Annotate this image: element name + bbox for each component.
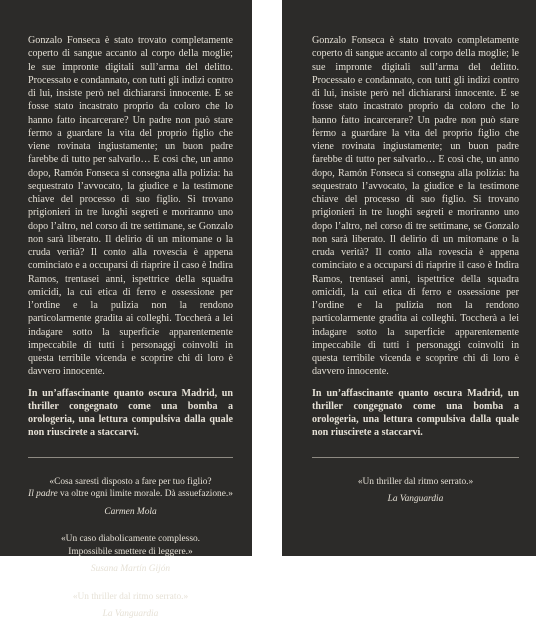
review-quote: [28, 476, 233, 519]
review-quote: [312, 476, 519, 506]
quote-line: «Un thriller dal ritmo serrato.»: [357, 476, 474, 487]
quote-author: Carmen Mola: [104, 506, 157, 517]
quote-text: [312, 476, 519, 489]
quote-line: Impossibile smettere di leggere.»: [68, 546, 193, 557]
quote-author: La Vanguardia: [387, 494, 444, 504]
right-cover-flap: [282, 0, 536, 556]
tagline-text: In un’affascinante quanto oscura Madrid, un thriller congegnato come una bomba a orologeria, una lettura compulsiva dalla quale non riuscirete a staccarvi.: [312, 387, 519, 439]
quote-author: Susana Martín Gijón: [90, 564, 171, 574]
divider-rule: [28, 457, 233, 458]
book-title: Il padre: [28, 489, 58, 499]
left-cover-flap: [0, 0, 252, 619]
quote-text: [28, 591, 233, 604]
quote-line: «Un thriller dal ritmo serrato.»: [72, 591, 189, 602]
tagline-text: In un’affascinante quanto oscura Madrid, un thriller congegnato come una bomba a orologeria, una lettura compulsiva dalla quale non riuscirete a staccarvi.: [28, 387, 233, 439]
review-quote: [28, 533, 233, 576]
synopsis-text: Gonzalo Fonseca è stato trovato completamente coperto di sangue accanto al corpo della moglie; le sue impronte digitali sull’arma del delitto. Processato e condannato, con tutti gli indizi contro di lui, insiste però nel dichiararsi innocente. E se fosse stato incastrato proprio da coloro che lo hanno fatto incarcerare? Un padre non può stare fermo a guardare la vita del proprio figlio che viene rovinata ingiustamente; un buon padre farebbe di tutto per salvarlo… E così che, un anno dopo, Ramón Fonseca si consegna alla polizia: ha sequestrato l’avvocato, la giudice e la testimone chiave del processo di suo figlio. Si trovano prigionieri in tre luoghi segreti e moriranno uno dopo l’altro, nel corso di tre settimane, se Gonzalo non sarà liberato. Il delirio di un mitomane o la cruda verità? Il conto alla rovescia è appena cominciato e a occuparsi di riaprire il caso è Indira Ramos, trentasei anni, ispettrice della squadra omicidi, la cui etica di ferro e ossessione per l’ordine e la pulizia non la rendono particolarmente gradita ai colleghi. Toccherà a lei indagare sotto la superficie apparentemente impeccabile di tutti i personaggi coinvolti in questa terribile vicenda e scoprire chi di loro è davvero innocente.: [28, 35, 233, 378]
quote-line-rest: va oltre ogni limite morale. Dà assuefazione.»: [57, 489, 233, 499]
quote-text: [28, 533, 233, 558]
quote-text: [28, 476, 233, 501]
quote-author: La Vanguardia: [102, 609, 159, 619]
quote-line: «Un caso diabolicamente complesso.: [60, 534, 201, 544]
quote-line: «Cosa saresti disposto a fare per tuo figlio?: [49, 476, 212, 487]
review-quote: [28, 591, 233, 621]
divider-rule: [312, 457, 519, 458]
quote-line: [28, 488, 233, 501]
synopsis-text: Gonzalo Fonseca è stato trovato completamente coperto di sangue accanto al corpo della moglie; le sue impronte digitali sull’arma del delitto. Processato e condannato, con tutti gli indizi contro di lui, insiste però nel dichiararsi innocente. E se fosse stato incastrato proprio da coloro che lo hanno fatto incarcerare? Un padre non può stare fermo a guardare la vita del proprio figlio che viene rovinata ingiustamente; un buon padre farebbe di tutto per salvarlo… E così che, un anno dopo, Ramón Fonseca si consegna alla polizia: ha sequestrato l’avvocato, la giudice e la testimone chiave del processo di suo figlio. Si trovano prigionieri in tre luoghi segreti e moriranno uno dopo l’altro, nel corso di tre settimane, se Gonzalo non sarà liberato. Il delirio di un mitomane o la cruda verità? Il conto alla rovescia è appena cominciato e a occuparsi di riaprire il caso è Indira Ramos, trentasei anni, ispettrice della squadra omicidi, la cui etica di ferro e ossessione per l’ordine e la pulizia non la rendono particolarmente gradita ai colleghi. Toccherà a lei indagare sotto la superficie apparentemente impeccabile di tutti i personaggi coinvolti in questa terribile vicenda e scoprire chi di loro è davvero innocente.: [312, 35, 519, 378]
